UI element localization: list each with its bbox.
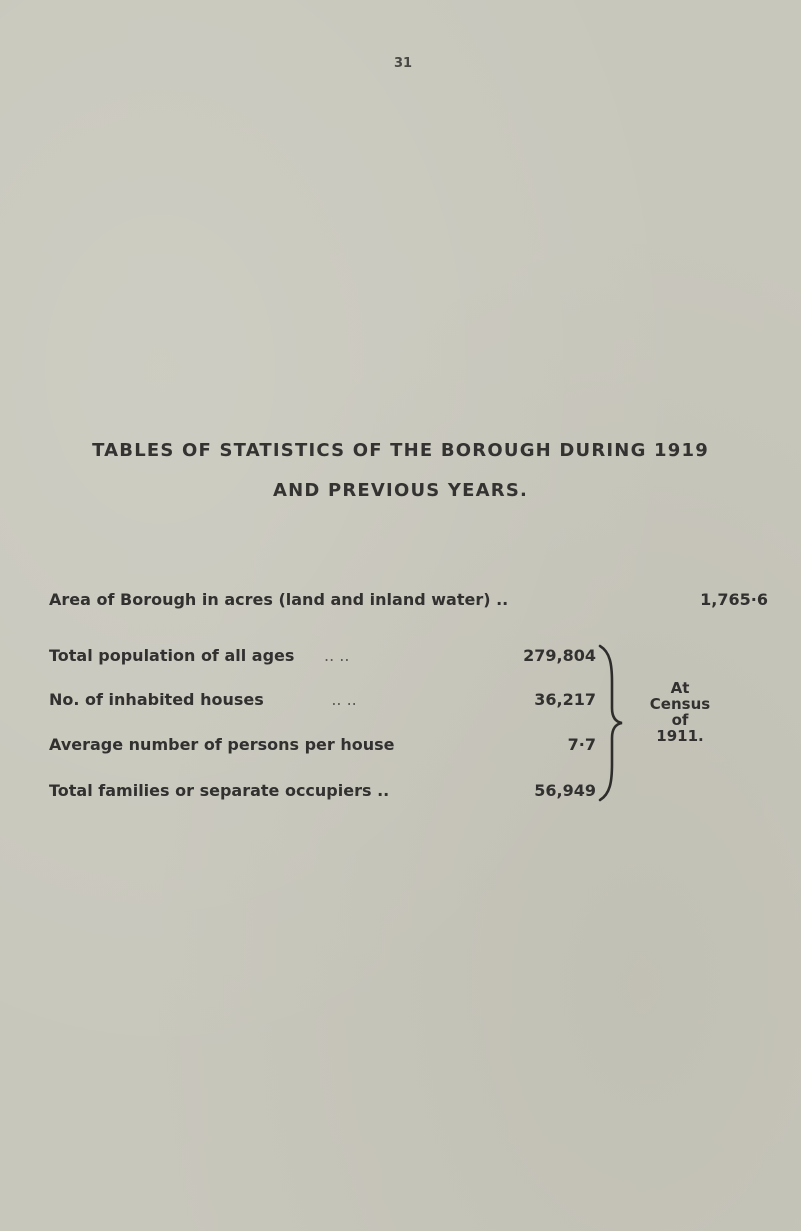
census-note-line-3: of [671,711,689,729]
population-label: Total population of all ages [49,646,295,665]
persons-per-house-value: 7·7 [567,735,596,754]
population-value: 279,804 [523,646,596,665]
page-title-line-1: TABLES OF STATISTICS OF THE BOROUGH DURING 1919 [92,440,709,461]
census-note-line-2: Census [649,695,711,713]
leader-dots: .. .. [324,646,350,665]
census-note-line-4: 1911. [656,727,704,745]
area-label: Area of Borough in acres (land and inland water) .. [49,590,509,609]
persons-per-house-label: Average number of persons per house [49,735,395,754]
families-value: 56,949 [534,781,596,800]
page-number: 31 [394,56,413,71]
population-row [49,646,349,665]
houses-value: 36,217 [534,690,596,709]
area-value: 1,765·6 [700,590,768,609]
families-label: Total families or separate occupiers .. [49,781,390,800]
families-row [49,781,389,800]
page-title-line-2: AND PREVIOUS YEARS. [272,480,529,501]
census-note-line-1: At [670,679,690,697]
houses-row [49,690,357,709]
census-note [630,680,730,744]
leader-dots: .. .. [331,690,357,709]
right-brace-icon [596,642,626,804]
persons-per-house-row [49,735,395,754]
houses-label: No. of inhabited houses [49,690,264,709]
